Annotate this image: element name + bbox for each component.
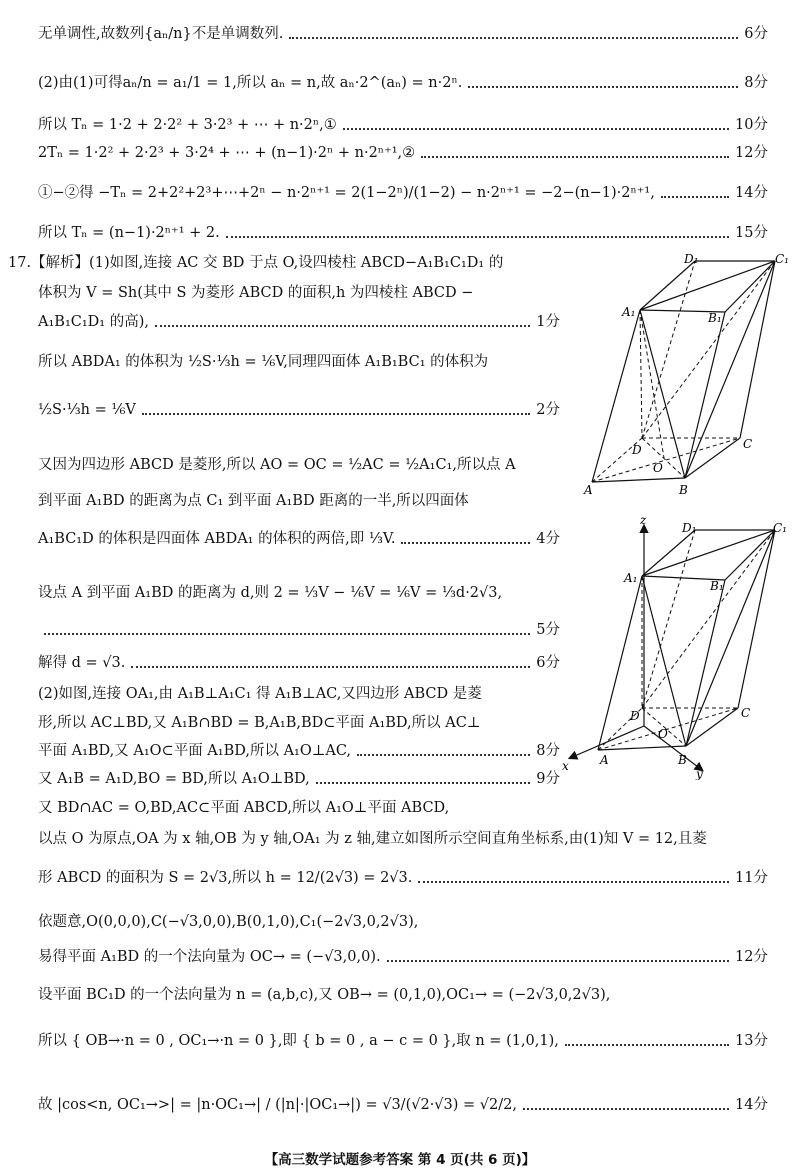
line-16 <box>38 620 560 640</box>
leader-dots <box>565 1044 729 1046</box>
line-29 <box>38 1095 768 1115</box>
edge-a1-d1 <box>640 261 695 310</box>
leader-dots <box>468 86 738 88</box>
line-14 <box>38 529 560 549</box>
line-8: 体积为 V = Sh(其中 S 为菱形 ABCD 的面积,h 为四棱柱 ABCD − <box>38 285 474 301</box>
score: 15分 <box>735 225 768 241</box>
label-o: O <box>658 727 668 741</box>
label-d: D <box>632 443 642 457</box>
line-5 <box>38 183 768 203</box>
edge-c-c1 <box>738 530 775 708</box>
line-27: 设平面 BC₁D 的一个法向量为 n = (a,b,c),又 OB→ = (0,1,0),OC₁→ = (−2√3,0,2√3), <box>38 987 611 1003</box>
score: 12分 <box>735 145 768 161</box>
line-text: 易得平面 A₁BD 的一个法向量为 OC→ = (−√3,0,0). <box>38 949 381 965</box>
leader-dots <box>316 782 531 784</box>
score: 1分 <box>536 314 560 330</box>
line-text: 解得 d = √3. <box>38 655 126 671</box>
leader-dots <box>401 542 530 544</box>
line-21 <box>38 769 560 789</box>
line-3 <box>38 115 768 135</box>
line-text: A₁B₁C₁D₁ 的高), <box>38 314 149 330</box>
edge-d-c1 <box>642 261 775 438</box>
line-10: 所以 ABDA₁ 的体积为 ½S·⅓h = ⅙V,同理四面体 A₁B₁BC₁ 的体积为 <box>38 354 489 370</box>
line-11 <box>38 400 560 420</box>
line-23: 以点 O 为原点,OA 为 x 轴,OB 为 y 轴,OA₁ 为 z 轴,建立如图所示空间直角坐标系,由(1)知 V = 12,且菱 <box>38 831 707 847</box>
edge-a1-c1 <box>640 261 775 310</box>
line-text: 形 ABCD 的面积为 S = 2√3,所以 h = 12/(2√3) = 2√3. <box>38 870 413 886</box>
score: 8分 <box>536 743 560 759</box>
score: 5分 <box>536 622 560 638</box>
leader-dots <box>357 754 530 756</box>
line-24 <box>38 868 768 888</box>
line-text: 又 A₁B = A₁D,BO = BD,所以 A₁O⊥BD, <box>38 771 310 787</box>
score: 13分 <box>735 1033 768 1049</box>
score: 6分 <box>744 26 768 42</box>
label-c1: C₁ <box>775 252 789 266</box>
line-text: 故 |cos<n, OC₁→>| = |n·OC₁→| / (|n|·|OC₁→|) = √3/(√2·√3) = √2/2, <box>38 1097 517 1113</box>
leader-dots <box>387 960 729 962</box>
line-28 <box>38 1031 768 1051</box>
edge-c-c1 <box>740 261 775 438</box>
label-d1: D₁ <box>684 252 699 266</box>
edge-a1-d1 <box>642 530 695 576</box>
leader-dots <box>343 128 729 130</box>
line-text: ①−②得 −Tₙ = 2+2²+2³+⋯+2ⁿ − n·2ⁿ⁺¹ = 2(1−2ⁿ)/(1−2) − n·2ⁿ⁺¹ = −2−(n−1)·2ⁿ⁺¹, <box>38 185 655 201</box>
label-y: y <box>696 767 703 780</box>
line-4 <box>38 143 768 163</box>
leader-dots <box>155 325 530 327</box>
score: 11分 <box>735 870 768 886</box>
label-x: x <box>562 759 569 773</box>
label-a: A <box>584 483 593 497</box>
line-text: 平面 A₁BD,又 A₁O⊂平面 A₁BD,所以 A₁O⊥AC, <box>38 743 352 759</box>
leader-dots <box>142 413 530 415</box>
label-a: A <box>600 753 609 767</box>
edge-c1-b1 <box>725 530 775 580</box>
leader-dots <box>131 666 530 668</box>
line-text: 所以 Tₙ = 1·2 + 2·2² + 3·2³ + ⋯ + n·2ⁿ,① <box>38 117 337 133</box>
line-18: (2)如图,连接 OA₁,由 A₁B⊥A₁C₁ 得 A₁B⊥AC,又四边形 ABCD 是菱 <box>38 686 482 702</box>
line-text: (2)由(1)可得aₙ/n = a₁/1 = 1,所以 aₙ = n,故 aₙ·2^(aₙ) = n·2ⁿ. <box>38 75 463 91</box>
edge-a-c <box>592 438 740 482</box>
label-d1: D₁ <box>682 521 697 535</box>
label-b: B <box>679 483 688 497</box>
edge-d-d1 <box>642 261 695 438</box>
score: 8分 <box>744 75 768 91</box>
line-19: 形,所以 AC⊥BD,又 A₁B∩BD = B,A₁B,BD⊂平面 A₁BD,所以 AC⊥ <box>38 715 481 731</box>
label-b1: B₁ <box>710 579 724 593</box>
label-c: C <box>743 437 753 451</box>
edge-a-b <box>592 478 685 482</box>
label-o: O <box>653 461 663 475</box>
line-12: 又因为四边形 ABCD 是菱形,所以 AO = OC = ½AC = ½A₁C₁,所以点 A <box>38 457 516 473</box>
line-text: 所以 { OB→·n = 0 , OC₁→·n = 0 },即 { b = 0 , a − c = 0 },取 n = (1,0,1), <box>38 1033 559 1049</box>
label-c: C <box>741 706 751 720</box>
line-text: 所以 Tₙ = (n−1)·2ⁿ⁺¹ + 2. <box>38 225 220 241</box>
line-text: ½S·⅓h = ⅙V <box>38 402 136 418</box>
leader-dots <box>661 196 729 198</box>
edge-c1-b1 <box>725 261 775 312</box>
line-9 <box>38 312 560 332</box>
line-6 <box>38 223 768 243</box>
page-footer: 【高三数学试题参考答案 第 4 页(共 6 页)】 <box>264 1152 536 1168</box>
edge-d-d1 <box>642 530 695 708</box>
leader-dots <box>421 156 729 158</box>
line-26 <box>38 947 768 967</box>
score: 14分 <box>735 185 768 201</box>
line-1 <box>38 24 768 44</box>
line-20 <box>38 741 560 761</box>
line-text: 无单调性,故数列{aₙ/n}不是单调数列. <box>38 26 284 42</box>
score: 10分 <box>735 117 768 133</box>
leader-dots <box>226 236 729 238</box>
label-b: B <box>678 753 687 767</box>
score: 9分 <box>536 771 560 787</box>
line-7: 17.【解析】(1)如图,连接 AC 交 BD 于点 O,设四棱柱 ABCD−A₁B₁C₁D₁ 的 <box>8 255 504 271</box>
edge-a1-b <box>640 310 685 478</box>
line-text: A₁BC₁D 的体积是四面体 ABDA₁ 的体积的两倍,即 ⅓V. <box>38 531 396 547</box>
score: 6分 <box>536 655 560 671</box>
leader-dots <box>523 1108 729 1110</box>
edge-a1-d <box>640 310 642 438</box>
edge-a1-c1 <box>642 530 775 576</box>
leader-dots <box>418 881 729 883</box>
line-22: 又 BD∩AC = O,BD,AC⊂平面 ABCD,所以 A₁O⊥平面 ABCD, <box>38 800 450 816</box>
label-c1: C₁ <box>773 521 787 535</box>
score: 12分 <box>735 949 768 965</box>
score: 2分 <box>536 402 560 418</box>
label-a1: A₁ <box>624 571 638 585</box>
label-a1: A₁ <box>622 305 636 319</box>
leader-dots <box>289 37 738 39</box>
line-13: 到平面 A₁BD 的距离为点 C₁ 到平面 A₁BD 距离的一半,所以四面体 <box>38 493 469 509</box>
label-b1: B₁ <box>708 311 722 325</box>
label-z: z <box>640 513 647 527</box>
label-d: D <box>630 709 640 723</box>
edge-d-c1 <box>642 530 775 708</box>
figure-prism <box>580 250 790 498</box>
line-17 <box>38 653 560 673</box>
edge-a-a1 <box>598 576 642 750</box>
figure-coordinate <box>560 512 790 780</box>
edge-a1-b <box>642 576 686 746</box>
line-25: 依题意,O(0,0,0),C(−√3,0,0),B(0,1,0),C₁(−2√3,0,2√3), <box>38 914 419 930</box>
leader-dots <box>44 633 530 635</box>
score: 4分 <box>536 531 560 547</box>
line-2 <box>38 73 768 93</box>
line-text: 2Tₙ = 1·2² + 2·2³ + 3·2⁴ + ⋯ + (n−1)·2ⁿ + n·2ⁿ⁺¹,② <box>38 145 416 161</box>
line-15: 设点 A 到平面 A₁BD 的距离为 d,则 2 = ⅓V − ⅙V = ⅙V = ⅓d·2√3, <box>38 585 503 601</box>
score: 14分 <box>735 1097 768 1113</box>
